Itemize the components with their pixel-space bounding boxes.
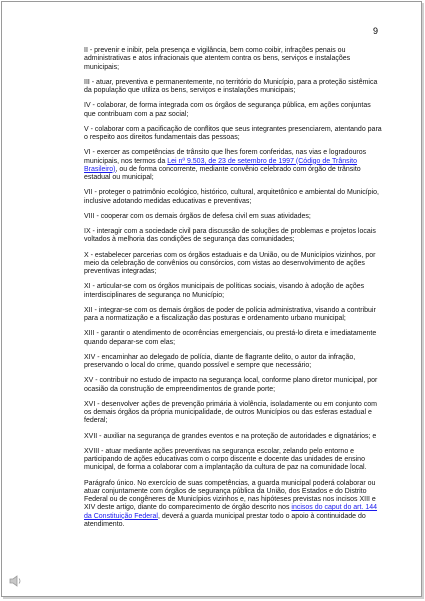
document-body <box>84 47 384 536</box>
paragraph-text: VIII - cooperar com os demais órgãos de defesa civil em suas atividades; <box>84 212 311 220</box>
paragraph-text: XVI - desenvolver ações de prevenção primária à violência, isoladamente ou em conjunto com os demais órgãos da própria municipalidade, de outros Municípios ou das esferas estadual e federal; <box>84 400 377 425</box>
paragraph-xiii <box>84 330 384 347</box>
paragraph-text: X - estabelecer parcerias com os órgãos estaduais e da União, ou de Municípios vizinhos, por meio da celebração de convênios ou consórcios, com vistas ao desenvolvimento de ações preventivas integradas; <box>84 251 376 275</box>
paragraph-xvii <box>84 433 384 441</box>
paragraph-xiv <box>84 354 384 371</box>
paragraph-text: XVII - auxiliar na segurança de grandes eventos e na proteção de autoridades e dignatários; e <box>84 432 377 440</box>
paragraph-text: Parágrafo único. No exercício de suas competências, a guarda municipal poderá colaborar ou atuar conjuntamente com órgãos de segurança pública da União, dos Estados e do Distrito Federal ou de congêneres de Municípios vizinhos e, nas hipóteses previstas nos incisos XIII e XIV deste artigo, diante do comparecimento de órgão descrito nos <box>84 479 376 512</box>
paragraph-ix <box>84 228 384 245</box>
paragraph-text: IX - interagir com a sociedade civil para discussão de soluções de problemas e projetos locais voltados à melhoria das condições de segurança das comunidades; <box>84 228 376 244</box>
paragraph-text: IV - colaborar, de forma integrada com os órgãos de segurança pública, em ações conjuntas que contribuam com a paz social; <box>84 102 371 118</box>
paragraph-text: III - atuar, preventiva e permanentemente, no território do Município, para a proteção sistêmica da população que utiliza os bens, serviços e instalações municipais; <box>84 78 378 94</box>
paragraph-viii <box>84 213 384 221</box>
paragraph-text: , deverá a guarda municipal prestar todo o apoio à continuidade do atendimento. <box>84 512 366 528</box>
paragraph-paragrafo-unico <box>84 480 384 530</box>
paragraph-text: V - colaborar com a pacificação de conflitos que seus integrantes presenciarem, atentando para o respeito aos direitos fundamentais das pessoas; <box>84 125 382 141</box>
paragraph-vii <box>84 189 384 206</box>
paragraph-xviii <box>84 448 384 473</box>
speaker-icon[interactable] <box>9 575 23 587</box>
paragraph-text: XIII - garantir o atendimento de ocorrências emergenciais, ou prestá-lo direta e imediatamente quando deparar-se com elas; <box>84 330 377 346</box>
page-number: 9 <box>372 26 378 36</box>
legal-reference-link[interactable]: Lei nº 9.503, de 23 de setembro de 1997 (Código de Trânsito Brasileiro) <box>84 157 358 173</box>
document-page <box>1 1 422 597</box>
legal-reference-link[interactable]: incisos do caput do art. 144 da Constituição Federal <box>84 504 378 520</box>
paragraph-text: XII - integrar-se com os demais órgãos de poder de polícia administrativa, visando a contribuir para a normatização e a fiscalização das posturas e ordenamento urbano municipal; <box>84 306 376 322</box>
paragraph-v <box>84 126 384 143</box>
paragraph-text: XV - contribuir no estudo de impacto na segurança local, conforme plano diretor municipal, por ocasião da construção de empreendimentos de grande porte; <box>84 377 378 393</box>
paragraph-text: XI - articular-se com os órgãos municipais de políticas sociais, visando à adoção de ações interdisciplinares de segurança no Município; <box>84 283 365 299</box>
paragraph-x <box>84 252 384 277</box>
paragraph-iv <box>84 102 384 119</box>
paragraph-xii <box>84 307 384 324</box>
paragraph-ii <box>84 47 384 72</box>
paragraph-xv <box>84 377 384 394</box>
paragraph-vi <box>84 149 384 182</box>
paragraph-text: XIV - encaminhar ao delegado de polícia, diante de flagrante delito, o autor da infração, preservando o local do crime, quando possível e sempre que necessário; <box>84 353 356 369</box>
paragraph-text: XVIII - atuar mediante ações preventivas na segurança escolar, zelando pelo entorno e participando de ações educativas com o corpo discente e docente das unidades de ensino municipal, de forma a colaborar com a implantação da cultura de paz na comunidade local. <box>84 447 367 472</box>
paragraph-text: , ou de forma concorrente, mediante convênio celebrado com órgão de trânsito estadual ou municipal; <box>84 165 361 181</box>
paragraph-text: VI - exercer as competências de trânsito que lhes forem conferidas, nas vias e logradouros municipais, nos termos da <box>84 149 367 165</box>
paragraph-text: VII - proteger o patrimônio ecológico, histórico, cultural, arquitetônico e ambiental do Município, inclusive adotando medidas educativas e preventivas; <box>84 189 379 205</box>
paragraph-xvi <box>84 401 384 426</box>
paragraph-iii <box>84 79 384 96</box>
paragraph-xi <box>84 283 384 300</box>
paragraph-text: II - prevenir e inibir, pela presença e vigilância, bem como coibir, infrações penais ou administrativas e atos infracionais que atentem contra os bens, serviços e instalações municipais; <box>84 47 351 71</box>
